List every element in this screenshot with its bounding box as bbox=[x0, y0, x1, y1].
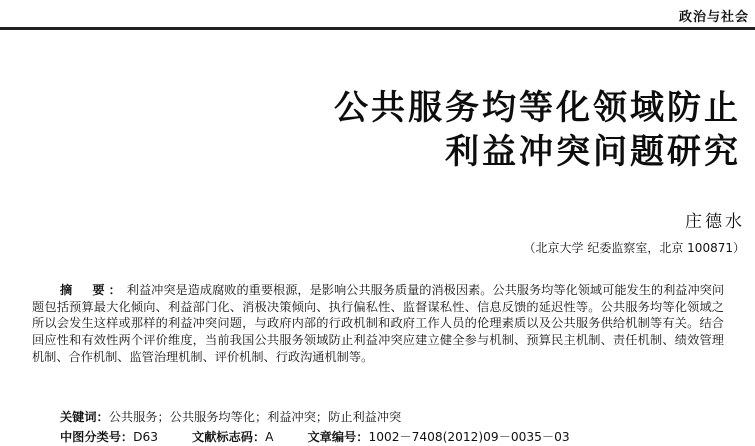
title-line-1: 公共服务均等化领域防止 bbox=[334, 88, 741, 128]
abstract-label: 摘 要： bbox=[60, 283, 125, 297]
abstract bbox=[32, 282, 724, 366]
header-rule bbox=[0, 27, 755, 30]
doc-code-group bbox=[192, 430, 273, 444]
running-header bbox=[0, 0, 755, 30]
author-affiliation: （北京大学 纪委监察室，北京 100871） bbox=[523, 241, 745, 255]
article-number-group bbox=[308, 430, 570, 444]
article-title bbox=[41, 86, 741, 174]
classification-line bbox=[60, 428, 700, 445]
keywords-label: 关键词： bbox=[60, 410, 109, 424]
keywords bbox=[60, 408, 401, 425]
title-line-2: 利益冲突问题研究 bbox=[445, 132, 741, 172]
clc-value: D63 bbox=[133, 430, 159, 444]
doc-code-value: A bbox=[265, 430, 274, 444]
keywords-text: 公共服务；公共服务均等化；利益冲突；防止利益冲突 bbox=[108, 410, 402, 424]
article-number-value: 1002－7408(2012)09－0035－03 bbox=[368, 430, 570, 444]
author-name: 庄德水 bbox=[685, 212, 745, 232]
section-label: 政治与社会 bbox=[678, 10, 749, 25]
clc-label: 中图分类号： bbox=[60, 430, 134, 444]
clc-group bbox=[60, 430, 158, 444]
article-number-label: 文章编号： bbox=[307, 430, 369, 444]
doc-code-label: 文献标志码： bbox=[192, 430, 266, 444]
abstract-text: 利益冲突是造成腐败的重要根源，是影响公共服务质量的消极因素。公共服务均等化领域可能发生的利益冲突问题包括预算最大化倾向、利益部门化、消极决策倾向、执行偏私性、监督谋私性、信息反馈的延迟性等。公共服务均等化领域之所以会发生这样或那样的利益冲突问题，与政府内部的行政机制和政府工作人员的伦理素质以及公共服务供给机制等有关。结合回应性和有效性两个评价维度，当前我国公共服务领域防止利益冲突应建立健全参与机制、预算民主机制、责任机制、绩效管理机制、合作机制、监管治理机制、评价机制、行政沟通机制等。 bbox=[32, 283, 725, 364]
